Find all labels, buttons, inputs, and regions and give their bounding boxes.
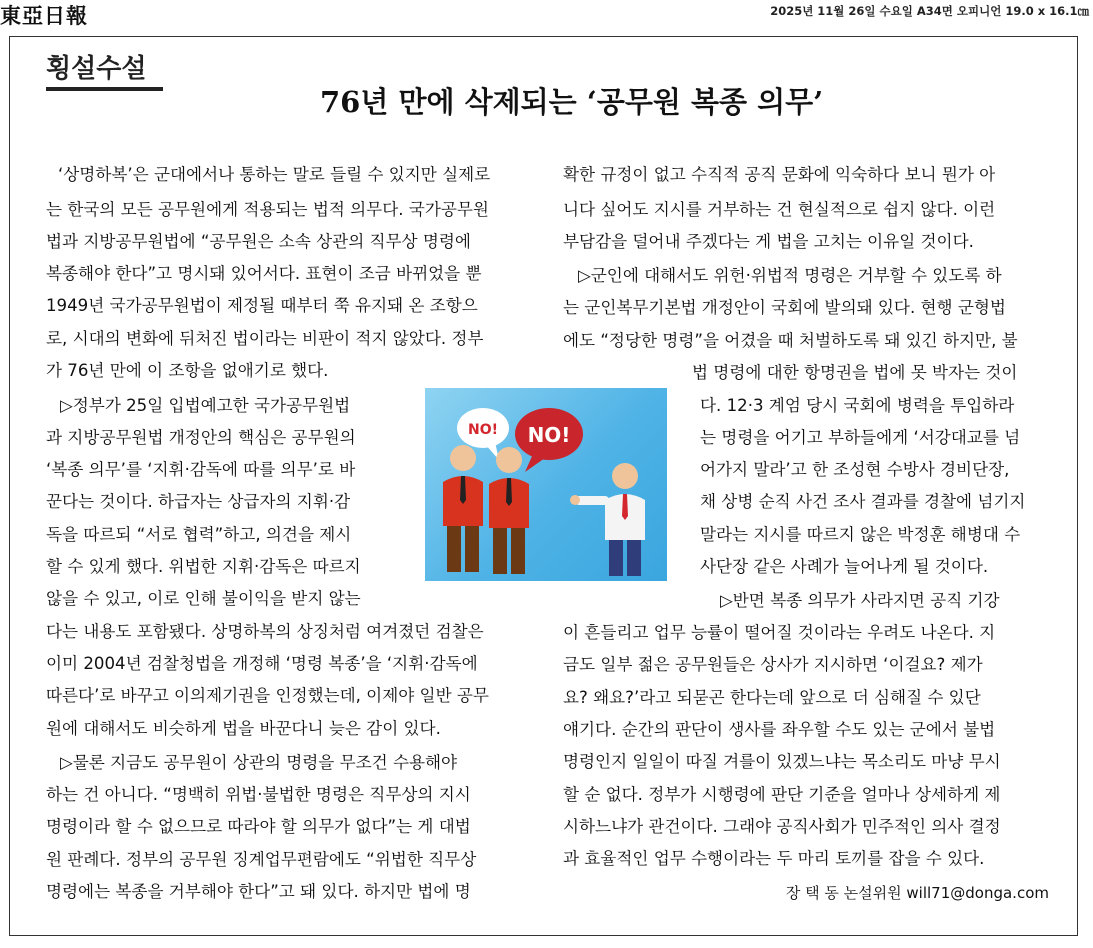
body-line: 과 지방공무원법 개정안의 핵심은 공무원의 bbox=[46, 428, 356, 447]
body-line: 원에 대해서도 비슷하게 법을 바꾼다니 늦은 감이 있다. bbox=[46, 719, 441, 738]
body-line: 요? 왜요?’라고 되묻곤 한다는데 앞으로 더 심해질 수 있단 bbox=[563, 688, 981, 707]
body-line: 는 한국의 모든 공무원에게 적용되는 법적 의무다. 국가공무원 bbox=[46, 200, 489, 219]
body-line: 이 흔들리고 업무 능률이 떨어질 것이라는 우려도 나온다. 지 bbox=[563, 623, 996, 642]
figure-pointing-boss bbox=[570, 463, 645, 576]
illustration-photo bbox=[425, 388, 667, 581]
body-line: 채 상병 순직 사건 조사 결과를 경찰에 넘기지 bbox=[700, 492, 1026, 511]
speech-bubble-large bbox=[515, 408, 583, 472]
masthead-logo: 東亞日報 bbox=[0, 3, 88, 28]
body-line: 로, 시대의 변화에 뒤처진 법이라는 비판이 적지 않았다. 정부 bbox=[46, 329, 484, 348]
figure-red-shirt-left bbox=[443, 445, 483, 572]
publication-info: 2025년 11월 26일 수요일 A34면 오피니언 19.0 x 16.1㎝ bbox=[770, 4, 1089, 18]
figure-red-shirt-right bbox=[489, 447, 529, 574]
body-line: 는 군인복무기본법 개정안이 국회에 발의돼 있다. 현행 군형법 bbox=[563, 298, 1006, 317]
body-line: 명령에는 복종을 거부해야 한다”고 돼 있다. 하지만 법에 명 bbox=[46, 882, 471, 901]
column-name-underline bbox=[46, 87, 163, 91]
body-line: 독을 따르되 “서로 협력”하고, 의견을 제시 bbox=[46, 525, 352, 544]
body-line: 니다 싶어도 지시를 거부하는 건 현실적으로 쉽지 않다. 이런 bbox=[563, 200, 996, 219]
body-line: 따른다’로 바꾸고 이의제기권을 인정했는데, 이제야 일반 공무 bbox=[46, 686, 489, 705]
column-name: 횡설수설 bbox=[46, 54, 147, 84]
figures-illustration bbox=[425, 388, 667, 581]
speech-text-small: NO! bbox=[467, 422, 499, 438]
body-line: 법과 지방공무원법에 “공무원은 소속 상관의 직무상 명령에 bbox=[46, 232, 471, 251]
body-line: 과 효율적인 업무 수행이라는 두 마리 토끼를 잡을 수 있다. bbox=[563, 849, 985, 868]
body-line: 얘기다. 순간의 판단이 생사를 좌우할 수도 있는 군에서 불법 bbox=[563, 720, 996, 739]
byline: 장 택 동 논설위원 will71@donga.com bbox=[785, 884, 1049, 902]
body-line: 할 순 없다. 정부가 시행령에 판단 기준을 얼마나 상세하게 제 bbox=[563, 785, 1001, 804]
body-line: ‘복종 의무’를 ‘지휘·감독에 따를 의무’로 바 bbox=[46, 460, 356, 479]
body-line: 1949년 국가공무원법이 제정될 때부터 쭉 유지돼 온 조항으 bbox=[46, 296, 478, 315]
body-line: ▷정부가 25일 입법예고한 국가공무원법 bbox=[60, 396, 351, 415]
body-line: 다. 12·3 계엄 당시 국회에 병력을 투입하라 bbox=[700, 396, 1015, 415]
body-line: 꾼다는 것이다. 하급자는 상급자의 지휘·감 bbox=[46, 492, 351, 511]
body-line: 금도 일부 젊은 공무원들은 상사가 지시하면 ‘이걸요? 제가 bbox=[563, 655, 983, 674]
speech-text-large: NO! bbox=[527, 423, 571, 447]
body-line: 하는 건 아니다. “명백히 위법·불법한 명령은 직무상의 지시 bbox=[46, 785, 471, 804]
body-line: 가 76년 만에 이 조항을 없애기로 했다. bbox=[46, 361, 329, 380]
body-line: 는 명령을 어기고 부하들에게 ‘서강대교를 넘 bbox=[700, 428, 1021, 447]
body-line: 할 수 있게 했다. 위법한 지휘·감독은 따르지 bbox=[46, 557, 361, 576]
body-line: 사단장 같은 사례가 늘어나게 될 것이다. bbox=[700, 557, 989, 576]
body-line: 원 판례다. 정부의 공무원 징계업무편람에도 “위법한 직무상 bbox=[46, 850, 477, 869]
body-line: 확한 규정이 없고 수직적 공직 문화에 익숙하다 보니 뭔가 아 bbox=[563, 165, 996, 184]
body-line: 않을 수 있고, 이로 인해 불이익을 받지 않는 bbox=[46, 589, 361, 608]
body-line: ▷군인에 대해서도 위헌·위법적 명령은 거부할 수 있도록 하 bbox=[578, 266, 1002, 285]
body-line: ▷물론 지금도 공무원이 상관의 명령을 무조건 수용해야 bbox=[60, 753, 458, 772]
body-line: ‘상명하복’은 군대에서나 통하는 말로 들릴 수 있지만 실제로 bbox=[58, 165, 491, 184]
body-line: 에도 “정당한 명령”을 어겼을 때 처벌하도록 돼 있긴 하지만, 불 bbox=[563, 331, 1018, 350]
body-line: 시하느냐가 관건이다. 그래야 공직사회가 민주적인 의사 결정 bbox=[563, 817, 1001, 836]
body-line: 어가지 말라’고 한 조성현 수방사 경비단장, bbox=[700, 460, 1010, 479]
body-line: 명령이라 할 수 없으므로 따라야 할 의무가 없다”는 게 대법 bbox=[46, 817, 471, 836]
body-line: 복종해야 한다”고 명시돼 있어서다. 표현이 조금 바뀌었을 뿐 bbox=[46, 264, 482, 283]
body-line: 다는 내용도 포함됐다. 상명하복의 상징처럼 여겨졌던 검찰은 bbox=[46, 622, 484, 641]
body-line: 법 명령에 대한 항명권을 법에 못 박자는 것이 bbox=[692, 363, 1018, 382]
body-line: 이미 2004년 검찰청법을 개정해 ‘명령 복종’을 ‘지휘·감독에 bbox=[46, 654, 478, 673]
headline: 76년 만에 삭제되는 ‘공무원 복종 의무’ bbox=[320, 85, 824, 119]
body-line: ▷반면 복종 의무가 사라지면 공직 기강 bbox=[720, 591, 1000, 610]
body-line: 말라는 지시를 따르지 않은 박정훈 해병대 수 bbox=[700, 525, 1021, 544]
body-line: 명령인지 일일이 따질 겨를이 있겠느냐는 목소리도 마냥 무시 bbox=[563, 752, 1001, 771]
body-line: 부담감을 덜어내 주겠다는 게 법을 고치는 이유일 것이다. bbox=[563, 232, 974, 251]
